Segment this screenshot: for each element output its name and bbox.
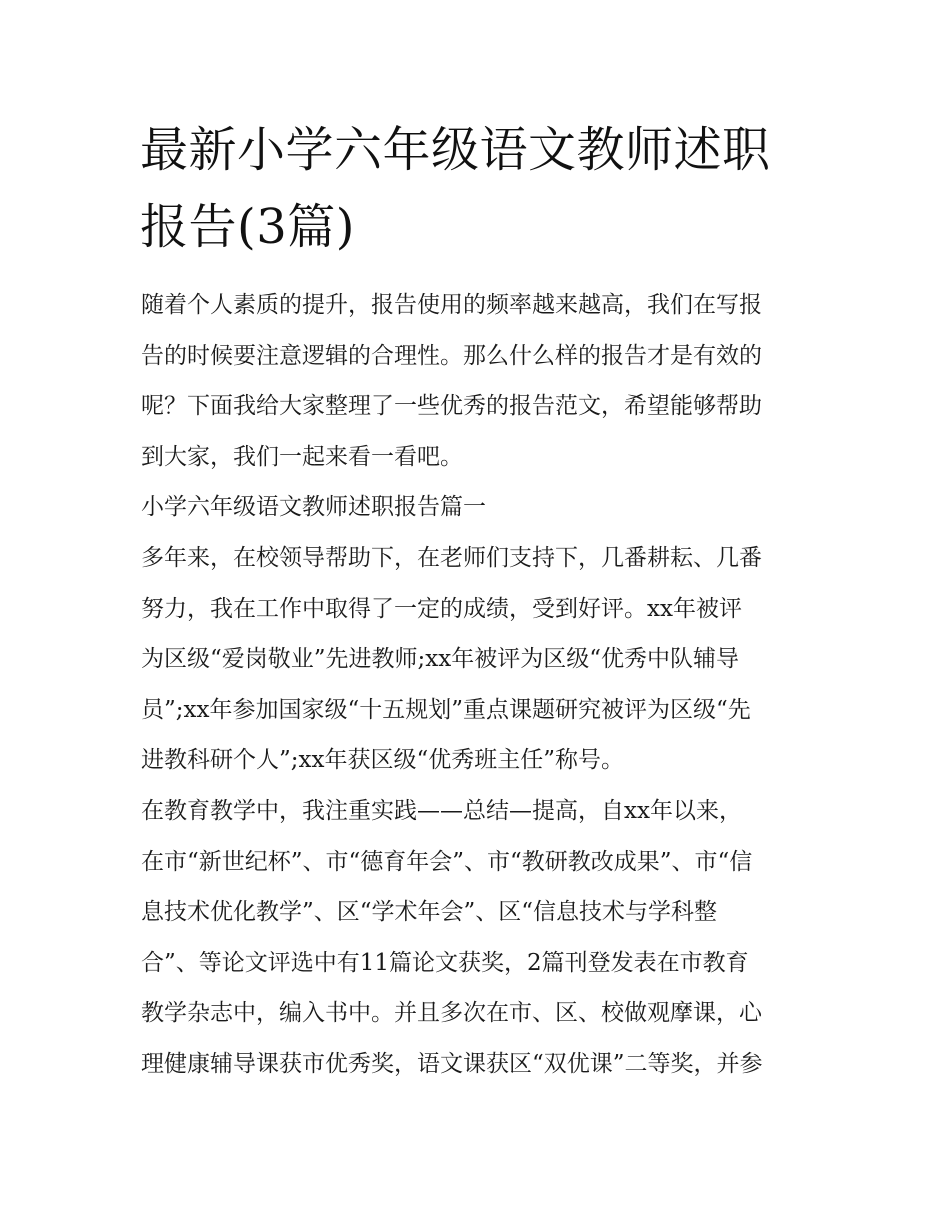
document-body bbox=[141, 280, 831, 1090]
paragraph-1-line: 进教科研个人”;xx年获区级“优秀班主任”称号。 bbox=[141, 747, 624, 774]
paragraph-1-line: 多年来，在校领导帮助下，在老师们支持下，几番耕耘、几番 bbox=[141, 544, 762, 571]
title-line-2: 报告(3篇) bbox=[140, 199, 355, 255]
intro-line: 到大家，我们一起来看一看吧。 bbox=[141, 443, 463, 470]
intro-line: 呢？下面我给大家整理了一些优秀的报告范文，希望能够帮助 bbox=[141, 393, 762, 420]
intro-line: 告的时候要注意逻辑的合理性。那么什么样的报告才是有效的 bbox=[141, 342, 762, 369]
paragraph-1-line: 员”;xx年参加国家级“十五规划”重点课题研究被评为区级“先 bbox=[141, 696, 751, 723]
section-heading: 小学六年级语文教师述职报告篇一 bbox=[141, 494, 486, 521]
intro-paragraph bbox=[141, 280, 831, 482]
paragraph-2-line: 在市“新世纪杯”、市“德育年会”、市“教研教改成果”、市“信 bbox=[141, 848, 753, 875]
title-line-1: 最新小学六年级语文教师述职 bbox=[140, 122, 771, 178]
paragraph-1 bbox=[141, 533, 831, 786]
paragraph-2-line: 在教育教学中，我注重实践——总结—提高，自xx年以来， bbox=[141, 797, 742, 824]
paragraph-1-line: 努力，我在工作中取得了一定的成绩，受到好评。xx年被评 bbox=[141, 595, 742, 622]
paragraph-1-line: 为区级“爱岗敬业”先进教师;xx年被评为区级“优秀中队辅导 bbox=[141, 646, 739, 673]
paragraph-2-line: 理健康辅导课获市优秀奖，语文课获区“双优课”二等奖，并参 bbox=[141, 1050, 763, 1077]
intro-line: 随着个人素质的提升，报告使用的频率越来越高，我们在写报 bbox=[141, 292, 762, 318]
paragraph-2-line: 息技术优化教学”、区“学术年会”、区“信息技术与学科整 bbox=[141, 899, 718, 926]
paragraph-2-line: 教学杂志中，编入书中。并且多次在市、区、校做观摩课，心 bbox=[141, 1000, 762, 1027]
document-title bbox=[140, 112, 830, 266]
paragraph-2 bbox=[141, 786, 831, 1090]
paragraph-2-line: 合”、等论文评选中有11篇论文获奖，2篇刊登发表在市教育 bbox=[141, 949, 749, 976]
